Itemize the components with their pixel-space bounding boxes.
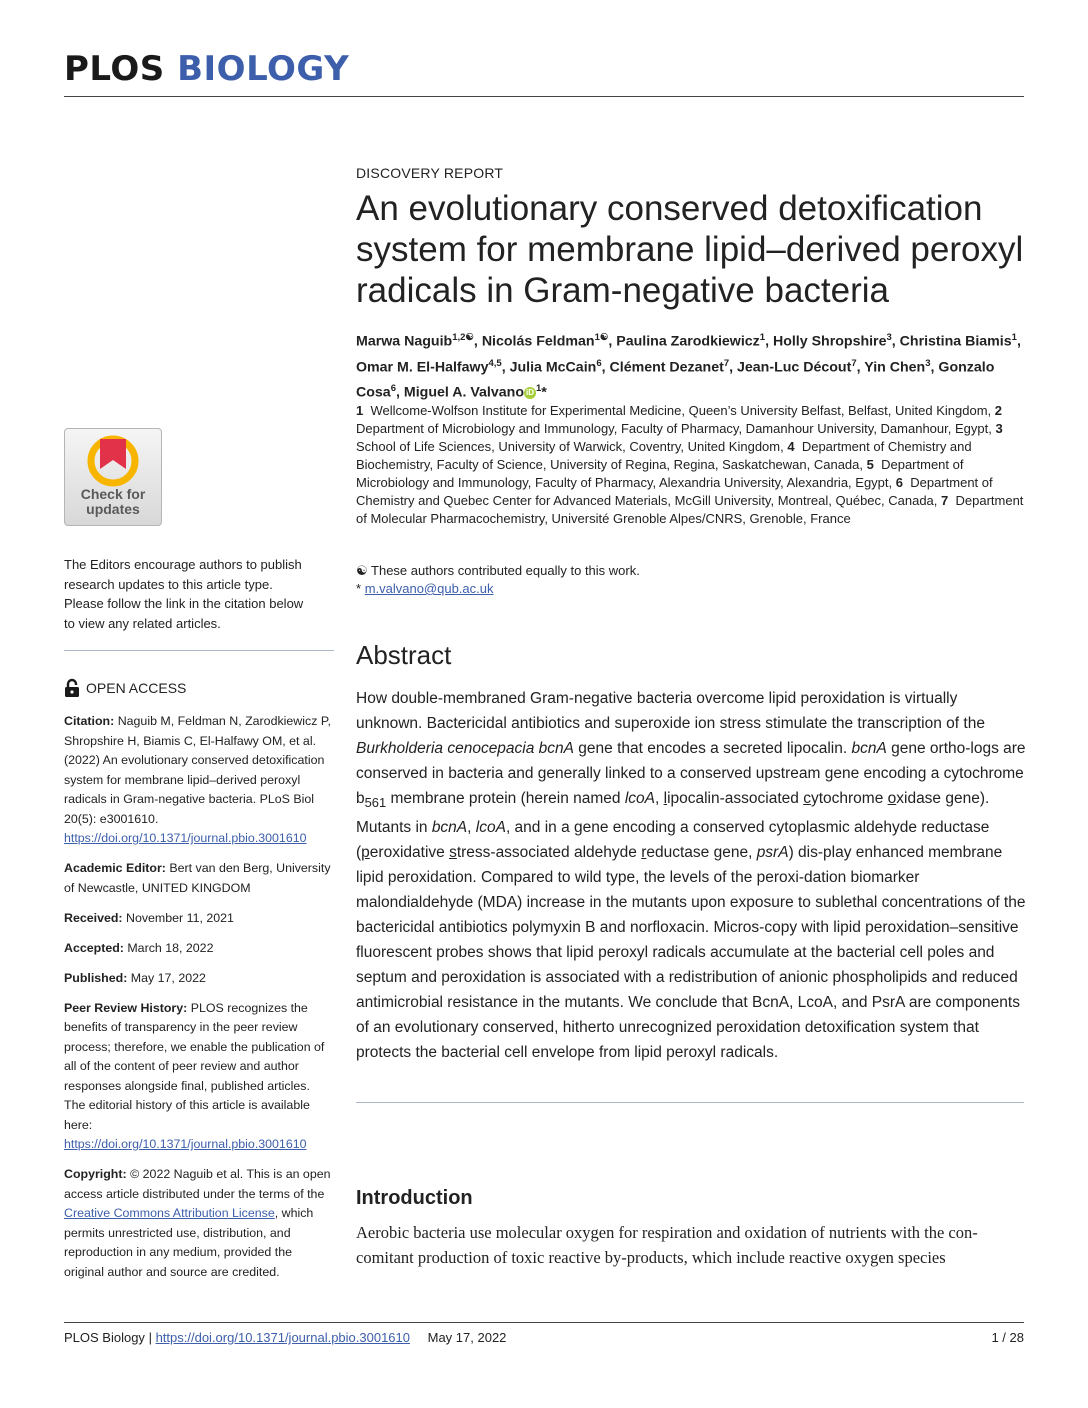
affiliation-number: 1 [356,403,364,418]
peer-review-text: PLOS recognizes the benefits of transparency in the peer review process; therefore, we enable the publication of all of the content of peer review and author responses alongside final, published articles. The editorial history of this article is available here: [64,1000,325,1132]
article-title: An evolutionary conserved detoxification system for membrane lipid–derived peroxyl radicals in Gram-negative bacteria [356,189,1024,310]
published-date: May 17, 2022 [130,970,206,985]
orcid-icon[interactable]: iD [526,388,534,398]
abstract-italic: bcnA [431,819,468,837]
accepted-block [64,939,334,959]
author-affiliation-marker: 6 [596,357,602,369]
author-separator: , [930,359,939,376]
editor-label: Academic Editor: [64,861,166,875]
page-footer [64,1330,506,1345]
author-name: Paulina Zarodkiewicz [616,333,760,350]
published-block [64,969,334,989]
author-separator: , [501,359,510,376]
affiliations [356,402,1028,528]
citation-block [64,712,334,849]
author-affiliation-marker: 3 [925,357,931,369]
author-name: Nicolás Feldman [481,333,595,350]
journal-logo[interactable] [64,49,350,89]
received-date: November 11, 2021 [126,910,234,925]
author-affiliation-marker: 4,5 [488,357,502,369]
introduction-heading: Introduction [356,1187,473,1209]
copyright-text: © 2022 Naguib et al. This is an open access article distributed under the terms of the [64,1167,331,1201]
abstract-italic: bcnA [851,740,887,757]
author-name: Jean-Luc Décout [737,359,852,376]
author-name: Yin Chen [864,359,926,376]
author-separator: , [396,385,404,402]
open-access-label [64,678,186,698]
badge-line2: updates [86,501,140,517]
logo-biology: BIOLOGY [177,49,350,89]
abstract-seg: How double-membraned Gram-negative bacteria overcome lipid peroxidation is virtually unknown. Bactericidal antibiotics and superoxide ion stress stimulate the transcription of the [356,690,985,732]
author-separator: , [1016,333,1021,350]
sidebar-divider [64,650,334,651]
citation-text: Naguib M, Feldman N, Zarodkiewicz P, Shropshire H, Biamis C, El-Halfawy OM, et al. (2022) An evolutionary conserved detoxification system for membrane lipid–derived peroxyl radicals in Gram-negative bacteria. PLoS Biol 20(5): e3001610. [64,714,331,826]
author-affiliation-marker: 1 [759,332,766,343]
affiliation-text: Department of Microbiology and Immunology, Faculty of Pharmacy, Damanhour University, Damanhour, Egypt, [356,421,992,436]
affiliation-number: 5 [866,457,874,472]
badge-line1: Check for [80,486,146,502]
author-affiliation-marker: 1,2☯ [452,332,474,343]
footer-date: May 17, 2022 [427,1330,507,1345]
received-block [64,909,334,929]
abstract-seg: xidase gene). Mutants in [356,790,990,837]
abstract-italic: Burkholderia cenocepacia bcnA [356,740,574,757]
accepted-label: Accepted: [64,940,124,955]
copyright-label: Copyright: [64,1167,127,1181]
abstract-text [356,686,1026,1065]
logo-plos: PLOS [64,49,165,89]
author-separator: , [856,359,865,376]
open-access-text: OPEN ACCESS [86,680,187,696]
peer-review-link[interactable]: https://doi.org/10.1371/journal.pbio.3001610 [64,1137,307,1151]
author-separator: * [541,385,547,402]
header-divider [64,96,1024,97]
author-separator: , [608,333,617,350]
author-affiliation-marker: 6 [390,383,396,395]
author-list [356,327,1026,404]
affiliation-text: School of Life Sciences, University of Warwick, Coventry, United Kingdom, [356,439,784,454]
abstract-seg: , [654,790,664,807]
corresponding-email-link[interactable]: m.valvano@qub.ac.uk [364,581,494,596]
author-name: Christina Biamis [899,333,1012,350]
badge-label [65,487,161,517]
author-separator: , [765,333,773,350]
abstract-seg: gene ortho-logs are conserved in bacteria and generally linked to a conserved upstream gene encoding a cytochrome b [356,740,1026,807]
peer-review-block [64,999,334,1155]
abstract-seg: , and in a gene encoding a conserved cytoplasmic aldehyde reductase ( [356,819,990,862]
abstract-heading: Abstract [356,640,452,670]
abstract-underline: r [641,844,647,862]
abstract-seg: eductase gene, [646,844,757,862]
affiliation-text: Department of Molecular Pharmacochemistry, Université Grenoble Alpes/CNRS, Grenoble, France [356,493,1024,526]
footer-divider [64,1322,1024,1323]
author-separator: , [601,359,610,376]
abstract-seg: , [467,819,476,837]
open-lock-icon [64,678,80,698]
peer-review-label: Peer Review History: [64,1000,188,1015]
author-name: Miguel A. Valvano [403,385,524,402]
affiliation-number: 2 [994,403,1002,418]
abstract-italic: lcoA [475,819,506,837]
corresponding-author [356,580,1028,598]
editor-text: Bert van den Berg, University of Newcastle, UNITED KINGDOM [64,861,331,895]
abstract-seg: eroxidative [369,844,450,862]
abstract-seg: gene that encodes a secreted lipocalin. [574,740,852,757]
abstract-italic: psrA [756,844,789,862]
abstract-seg: ) dis-play enhanced membrane lipid peroxidation. Compared to wild type, the levels of the peroxi-dation biomarker malondialdehyde (MDA) increase in the mutants upon exposure to sublethal concentrations of the bactericidal antibiotics polymyxin B and norfloxacin. Micros-copy with lipid peroxidation–sensitive fluorescent probes shows that lipid peroxyl radicals accumulate at the bacterial cell poles and septum and peroxidation is associated with a redistribution of anionic phospholipids and reduced antimicrobial resistance in the mutants. We conclude that BcnA, LcoA, and PsrA are components of an evolutionary conserved, hitherto unrecognized peroxidation detoxification system that protects the bacterial cell envelope from lipid peroxyl radicals. [356,844,1026,1062]
equal-contribution-note: ☯ These authors contributed equally to this work. [356,563,640,578]
author-name: Marwa Naguib [356,333,453,350]
affiliation-text: Department of Chemistry and Quebec Center for Advanced Materials, McGill University, Montreal, Québec, Canada, [356,475,993,508]
author-separator: , [891,333,900,350]
author-separator: , [473,333,482,350]
abstract-underline: p [361,844,370,862]
abstract-underline: l [663,790,668,807]
introduction-text: Aerobic bacteria use molecular oxygen for respiration and oxidation of nutrients with the con-comitant production of toxic reactive by-products, which include reactive oxygen species [356,1223,978,1267]
affiliation-number: 3 [995,421,1003,436]
author-affiliation-marker: 7 [851,357,857,369]
copyright-text-end: , which permits unrestricted use, distribution, and reproduction in any medium, provided the original author and source are credited. [64,1206,314,1279]
check-for-updates-badge[interactable] [64,428,162,526]
published-label: Published: [64,970,128,985]
affiliation-text: Department of Microbiology and Immunology, Faculty of Pharmacy, Alexandria University, Alexandria, Egypt, [356,457,964,490]
abstract-underline: c [803,790,811,807]
editor-block [64,859,334,898]
author-affiliation-marker: 1☯ [594,332,609,343]
author-name: Julia McCain [509,359,597,376]
author-separator: , [729,359,738,376]
affiliation-text: Wellcome-Wolfson Institute for Experimental Medicine, Queen’s University Belfast, Belfast, United Kingdom, [370,403,992,418]
abstract-seg: tress-associated aldehyde [456,844,642,862]
footer-separator: | [148,1330,152,1345]
author-notes [356,562,1028,598]
corresponding-star: * [356,581,362,596]
author-name: Holly Shropshire [772,333,887,350]
page-number: 1 / 28 [991,1330,1024,1345]
crossmark-icon [65,429,161,489]
author-affiliation-marker: 1 [1011,332,1017,343]
abstract-divider [356,1102,1024,1103]
abstract-seg: ytochrome [810,790,888,807]
citation-label: Citation: [64,714,115,728]
author-name: Gonzalo Cosa [356,359,995,402]
article-metadata [64,712,334,1293]
affiliation-number: 4 [787,439,795,454]
article-type: DISCOVERY REPORT [356,165,504,181]
author-affiliation-marker: 7 [723,357,730,369]
received-label: Received: [64,910,123,925]
author-name: Omar M. El-Halfawy [356,359,489,376]
abstract-underline: o [887,790,897,807]
author-name: Clément Dezanet [609,359,724,376]
author-affiliation-marker: 1 [536,383,542,395]
editors-note: The Editors encourage authors to publish research updates to this article type. Please follow the link in the citation below to view any related articles. [64,557,304,631]
accepted-date: March 18, 2022 [127,940,214,955]
citation-doi-link[interactable]: https://doi.org/10.1371/journal.pbio.3001610 [64,831,307,845]
footer-doi-link[interactable]: https://doi.org/10.1371/journal.pbio.3001610 [155,1330,410,1345]
footer-journal: PLOS Biology [64,1330,145,1345]
affiliation-number: 6 [895,475,903,490]
abstract-italic: lcoA [624,790,655,807]
abstract-underline: s [449,844,457,862]
author-affiliation-marker: 3 [886,332,892,343]
abstract-subscript: 561 [364,795,387,811]
abstract-seg: ipocalin-associated [667,790,804,807]
affiliation-number: 7 [941,493,949,508]
copyright-block [64,1165,334,1282]
abstract-seg: membrane protein (herein named [386,790,625,807]
affiliation-text: Department of Chemistry and Biochemistry, Faculty of Science, University of Regina, Regina, Saskatchewan, Canada, [356,439,972,472]
license-link[interactable]: Creative Commons Attribution License [64,1206,275,1220]
